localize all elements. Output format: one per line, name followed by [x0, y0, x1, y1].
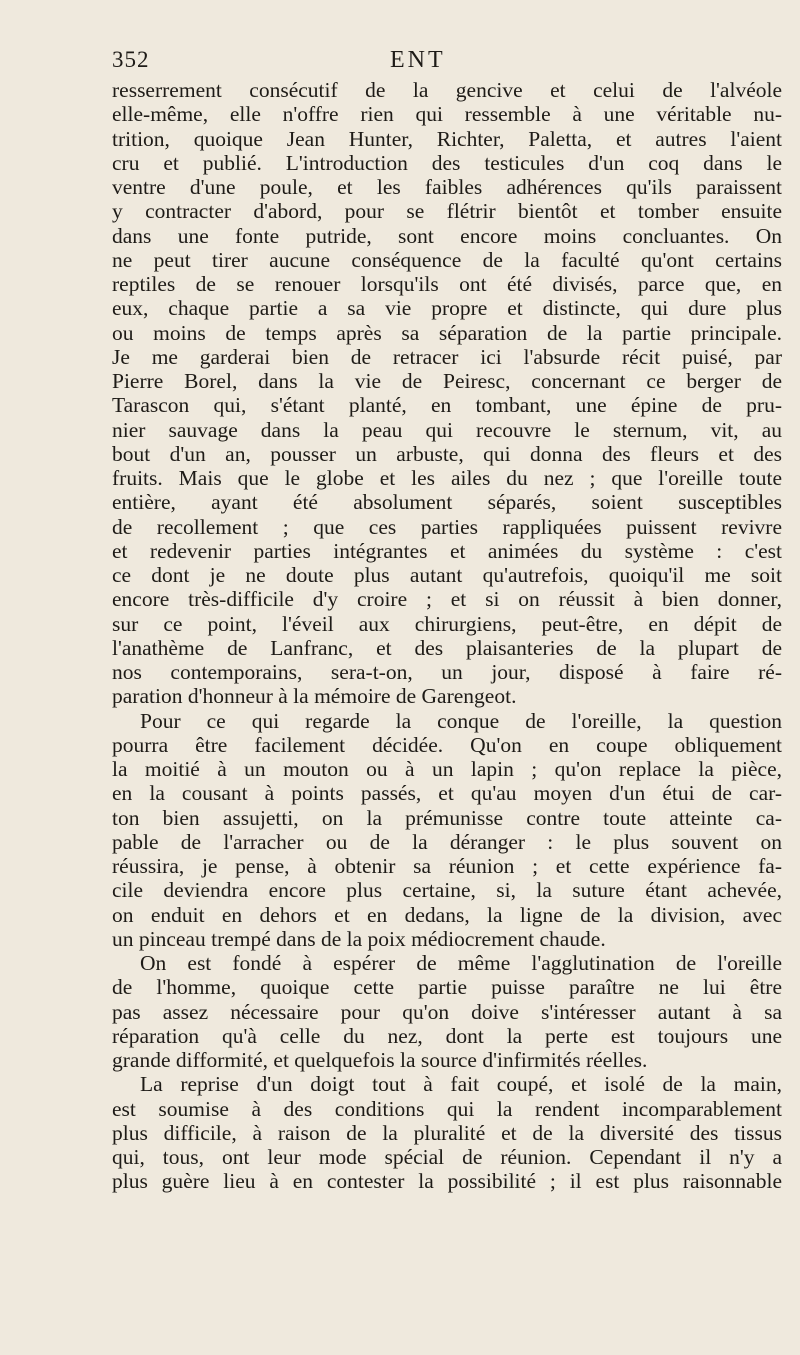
- text-line: l'anathème de Lanfranc, et des plaisanteries de la plupart de: [112, 635, 782, 660]
- text-line: ton bien assujetti, on la prémunisse contre toute atteinte ca-: [112, 805, 782, 830]
- text-line: pable de l'arracher ou de la déranger : le plus souvent on: [112, 829, 782, 854]
- text-line: trition, quoique Jean Hunter, Richter, Paletta, et autres l'aient: [112, 126, 782, 151]
- text-line: de l'homme, quoique cette partie puisse paraître ne lui être: [112, 975, 782, 1000]
- text-line: Pour ce qui regarde la conque de l'oreille, la question: [140, 708, 782, 733]
- text-line: pourra être facilement décidée. Qu'on en coupe obliquement: [112, 732, 782, 757]
- text-line: paration d'honneur à la mémoire de Garengeot.: [112, 684, 517, 709]
- text-line: ne peut tirer aucune conséquence de la faculté qu'ont certains: [112, 247, 782, 272]
- running-head-word: ENT: [390, 47, 446, 73]
- text-line: ce dont je ne doute plus autant qu'autrefois, quoiqu'il me soit: [112, 563, 782, 587]
- text-line: nos contemporains, sera-t-on, un jour, disposé à faire ré-: [112, 660, 782, 684]
- text-line: de recollement ; que ces parties rappliquées puissent revivre: [112, 514, 782, 539]
- running-head: [112, 42, 782, 78]
- text-line: y contracter d'abord, pour se flétrir bientôt et tomber ensuite: [112, 199, 782, 224]
- text-line: réparation qu'à celle du nez, dont la perte est toujours une: [112, 1023, 782, 1048]
- text-line: entière, ayant été absolument séparés, soient susceptibles: [112, 490, 782, 515]
- text-line: On est fondé à espérer de même l'agglutination de l'oreille: [140, 951, 782, 975]
- text-line: on enduit en dehors et en dedans, la ligne de la division, avec: [112, 902, 782, 927]
- text-line: pas assez nécessaire pour qu'on doive s'intéresser autant à sa: [112, 999, 782, 1024]
- text-line: sur ce point, l'éveil aux chirurgiens, peut-être, en dépit de: [112, 611, 782, 636]
- text-line: cile deviendra encore plus certaine, si, la suture étant achevée,: [112, 878, 782, 903]
- text-line: un pinceau trempé dans de la poix médiocrement chaude.: [112, 926, 606, 951]
- body-text: [112, 78, 782, 1194]
- text-line: encore très-difficile d'y croire ; et si on réussit à bien donner,: [112, 587, 782, 612]
- text-line: elle-même, elle n'offre rien qui ressemble à une véritable nu-: [112, 102, 782, 127]
- text-line: La reprise d'un doigt tout à fait coupé, et isolé de la main,: [140, 1072, 782, 1097]
- text-line: Tarascon qui, s'étant planté, en tombant, une épine de pru-: [112, 393, 782, 418]
- text-line: fruits. Mais que le globe et les ailes du nez ; que l'oreille toute: [112, 466, 782, 490]
- text-line: cru et publié. L'introduction des testicules d'un coq dans le: [112, 150, 782, 175]
- text-line: Pierre Borel, dans la vie de Peiresc, concernant ce berger de: [112, 369, 782, 393]
- text-line: plus guère lieu à en contester la possibilité ; il est plus raisonnable: [112, 1169, 782, 1194]
- text-line: grande difformité, et quelquefois la source d'infirmités réelles.: [112, 1048, 648, 1072]
- text-line: et redevenir parties intégrantes et animées du système : c'est: [112, 538, 782, 563]
- text-line: qui, tous, ont leur mode spécial de réunion. Cependant il n'y a: [112, 1145, 782, 1169]
- text-line: resserrement consécutif de la gencive et celui de l'alvéole: [112, 78, 782, 102]
- text-line: eux, chaque partie a sa vie propre et distincte, qui dure plus: [112, 296, 782, 321]
- text-line: plus difficile, à raison de la pluralité et de la diversité des tissus: [112, 1120, 782, 1145]
- text-line: nier sauvage dans la peau qui recouvre le sternum, vit, au: [112, 417, 782, 442]
- text-line: est soumise à des conditions qui la rendent incomparablement: [112, 1096, 782, 1121]
- text-line: la moitié à un mouton ou à un lapin ; qu'on replace la pièce,: [112, 757, 782, 781]
- text-line: en la cousant à points passés, et qu'au moyen d'un étui de car-: [112, 781, 782, 806]
- text-line: Je me garderai bien de retracer ici l'absurde récit puisé, par: [112, 344, 782, 369]
- text-line: dans une fonte putride, sont encore moins concluantes. On: [112, 223, 782, 248]
- text-line: réussira, je pense, à obtenir sa réunion ; et cette expérience fa-: [112, 854, 782, 878]
- text-line: bout d'un an, pousser un arbuste, qui donna des fleurs et des: [112, 441, 782, 466]
- text-line: reptiles de se renouer lorsqu'ils ont été divisés, parce que, en: [112, 272, 782, 296]
- page-number: 352: [112, 47, 150, 72]
- text-line: ou moins de temps après sa séparation de la partie principale.: [112, 320, 782, 345]
- text-line: ventre d'une poule, et les faibles adhérences qu'ils paraissent: [112, 175, 782, 199]
